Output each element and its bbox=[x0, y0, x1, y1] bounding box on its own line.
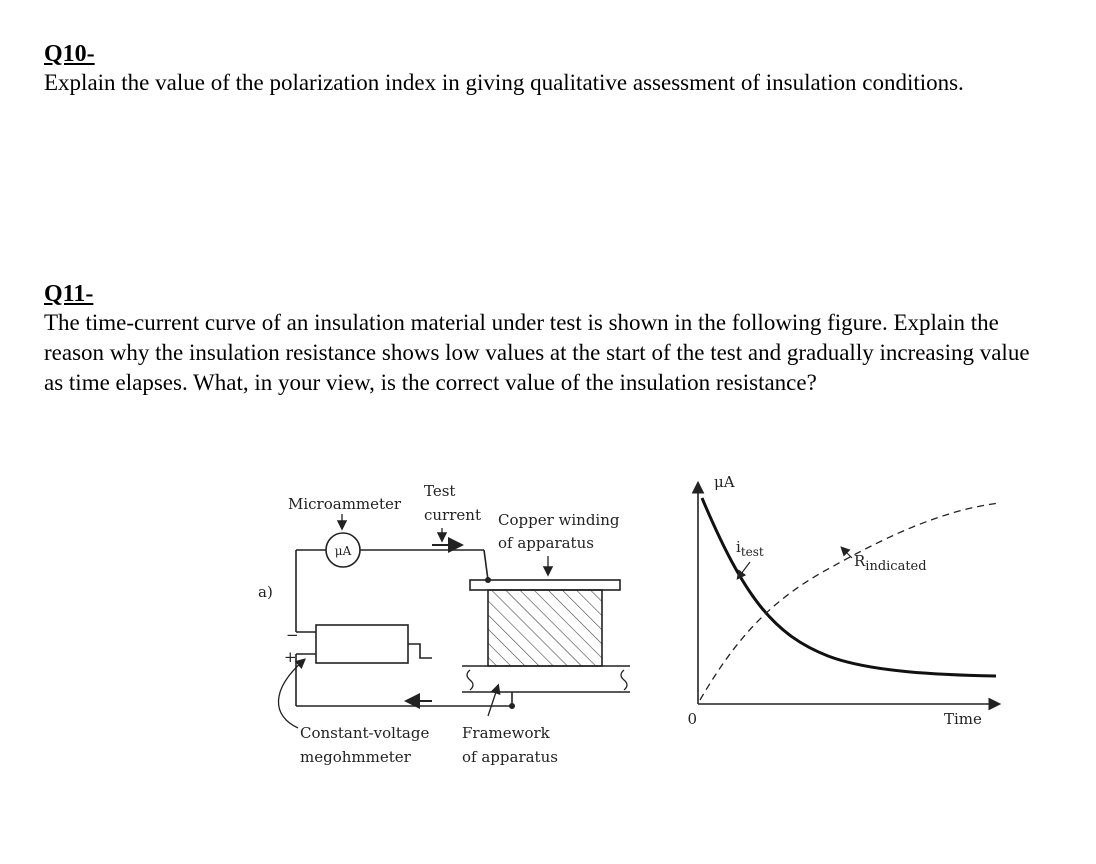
wire-drop-to-winding bbox=[484, 550, 488, 580]
test-current-label-line2: current bbox=[424, 506, 481, 524]
r-indicated-label bbox=[854, 552, 927, 574]
r-indicated-subscript: indicated bbox=[865, 559, 927, 574]
i-test-main: i bbox=[736, 538, 741, 556]
winding-coil bbox=[488, 590, 602, 666]
x-axis-label: Time bbox=[944, 710, 982, 728]
framework-pointer bbox=[488, 686, 498, 716]
megohmmeter-label-line1: Constant-voltage bbox=[300, 724, 430, 742]
y-axis-label: μA bbox=[714, 473, 735, 491]
q11-heading: Q11- bbox=[44, 281, 94, 307]
origin-label: 0 bbox=[687, 710, 697, 728]
copper-winding-label-line2: of apparatus bbox=[498, 534, 594, 552]
microammeter-label: Microammeter bbox=[288, 495, 402, 513]
q11-question-text: The time-current curve of an insulation material under test is shown in the following figure. Explain the reason why the insulation resistance shows low values at the start of the test and gradually increasing value as time elapses. What, in your view, is the correct value of the insulation resistance? bbox=[44, 310, 1030, 395]
r-indicated-main: R bbox=[854, 552, 866, 570]
megohmmeter-label-line2: megohmmeter bbox=[300, 748, 411, 766]
test-current-curve bbox=[702, 498, 996, 676]
copper-winding-label-line1: Copper winding bbox=[498, 511, 620, 529]
q10-question-text: Explain the value of the polarization index in giving qualitative assessment of insulation conditions. bbox=[44, 70, 964, 95]
framework-label-line1: Framework bbox=[462, 724, 550, 742]
resistance-curve bbox=[700, 503, 1000, 700]
megger-pointer bbox=[278, 660, 304, 728]
q10-heading: Q10- bbox=[44, 41, 95, 67]
break-mark-left bbox=[467, 670, 473, 690]
megohmmeter-box bbox=[316, 625, 408, 663]
megohmmeter-terminal bbox=[408, 644, 432, 658]
circuit-diagram bbox=[296, 550, 630, 706]
i-test-subscript: test bbox=[740, 545, 764, 559]
meter-symbol-label: μA bbox=[334, 544, 352, 558]
test-current-label-line1: Test bbox=[424, 482, 456, 500]
junction-dot-bottom bbox=[509, 703, 515, 709]
i-test-pointer bbox=[738, 562, 750, 578]
minus-label: − bbox=[286, 626, 299, 644]
r-indicated-pointer bbox=[842, 548, 852, 558]
framework-label-line2: of apparatus bbox=[462, 748, 558, 766]
junction-dot-top bbox=[485, 577, 491, 583]
time-current-graph bbox=[698, 484, 1000, 704]
winding-top-plate bbox=[470, 580, 620, 590]
break-mark-right bbox=[621, 670, 627, 690]
panel-label: a) bbox=[258, 583, 273, 601]
i-test-label bbox=[736, 538, 764, 559]
plus-label: + bbox=[284, 648, 297, 666]
